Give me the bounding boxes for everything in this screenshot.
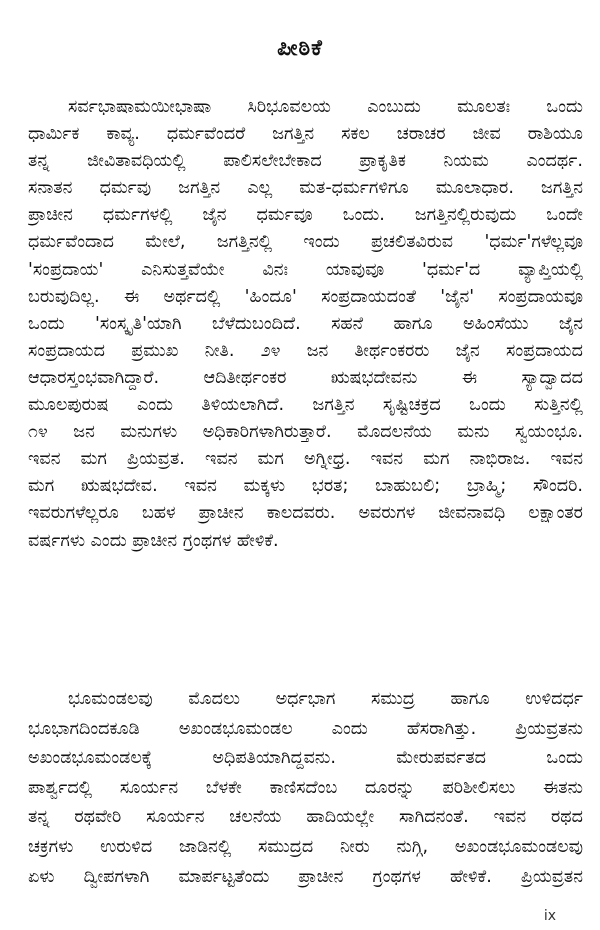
text-line: ಬರುವುದಿಲ್ಲ. ಈ ಅರ್ಥದಲ್ಲಿ 'ಹಿಂದೂ' ಸಂಪ್ರದಾಯದಂತೆ 'ಜೈನ' ಸಂಪ್ರದಾಯವೂ xyxy=(28,286,583,307)
text-line: ಪ್ರಾಚೀನ ಧರ್ಮಗಳಲ್ಲಿ ಜೈನ ಧರ್ಮವೂ ಒಂದು. ಜಗತ್ತಿನಲ್ಲಿರುವುದು ಒಂದೇ xyxy=(28,205,583,226)
text-line: ಸನಾತನ ಧರ್ಮವು ಜಗತ್ತಿನ ಎಲ್ಲ ಮತ-ಧರ್ಮಗಳಿಗೂ ಮೂಲಾಧಾರ. ಜಗತ್ತಿನ xyxy=(28,178,583,199)
text-line: ಒಂದು 'ಸಂಸ್ಕೃತಿ'ಯಾಗಿ ಬೆಳೆದುಬಂದಿದೆ. ಸಹನೆ ಹಾಗೂ ಅಹಿಂಸೆಯು ಜೈನ xyxy=(28,313,583,334)
text-line: ಸಂಪ್ರದಾಯದ ಪ್ರಮುಖ ನೀತಿ. ೨೪ ಜನ ತೀರ್ಥಂಕರರು ಜೈನ ಸಂಪ್ರದಾಯದ xyxy=(28,340,583,361)
text-line: ವರ್ಷಗಳು ಎಂದು ಪ್ರಾಚೀನ ಗ್ರಂಥಗಳ ಹೇಳಿಕೆ. xyxy=(28,530,279,551)
text-line: ಆಧಾರಸ್ತಂಭವಾಗಿದ್ದಾರೆ. ಆದಿತೀರ್ಥಂಕರ ಋಷಭದೇವನು ಈ ಸ್ಯಾದ್ವಾದದ xyxy=(28,367,583,388)
text-line: ಪಾರ್ಶ್ವದಲ್ಲಿ ಸೂರ್ಯನ ಬೆಳಕೇ ಕಾಣಿಸದೆಂಬ ದೂರನ್ನು ಪರಿಶೀಲಿಸಲು ಈತನು xyxy=(28,777,583,798)
text-line: ಧರ್ಮವೆಂದಾದ ಮೇಲೆ, ಜಗತ್ತಿನಲ್ಲಿ ಇಂದು ಪ್ರಚಲಿತವಿರುವ 'ಧರ್ಮ'ಗಳೆಲ್ಲವೂ xyxy=(28,232,583,253)
text-line: ಇವರುಗಳೆಲ್ಲರೂ ಬಹಳ ಪ್ರಾಚೀನ ಕಾಲದವರು. ಅವರುಗಳ ಜೀವನಾವಧಿ ಲಕ್ಷಾಂತರ xyxy=(28,503,583,524)
page-title: ಪೀಠಿಕೆ xyxy=(277,36,323,61)
text-line: ಚಕ್ರಗಳು ಉರುಳಿದ ಜಾಡಿನಲ್ಲಿ ಸಮುದ್ರದ ನೀರು ನುಗ್ಗಿ, ಅಖಂಡಭೂಮಂಡಲವು xyxy=(28,836,583,857)
text-line: ಇವನ ಮಗ ಪ್ರಿಯವ್ರತ. ಇವನ ಮಗ ಅಗ್ನೀಧ್ರ. ಇವನ ಮಗ ನಾಭಿರಾಜ. ಇವನ xyxy=(28,449,583,470)
text-line: ಭೂಮಂಡಲವು ಮೊದಲು ಅರ್ಧಭಾಗ ಸಮುದ್ರ ಹಾಗೂ ಉಳಿದರ್ಧ xyxy=(68,689,583,709)
text-line: ೧೪ ಜನ ಮನುಗಳು ಅಧಿಕಾರಿಗಳಾಗಿರುತ್ತಾರೆ. ಮೊದಲನೆಯ ಮನು ಸ್ವಯಂಭೂ. xyxy=(28,422,583,443)
paragraph-1 xyxy=(28,94,583,555)
page-number: ix xyxy=(543,908,556,924)
text-line: ಧಾರ್ಮಿಕ ಕಾವ್ಯ. ಧರ್ಮವೆಂದರೆ ಜಗತ್ತಿನ ಸಕಲ ಚರಾಚರ ಜೀವ ರಾಶಿಯೂ xyxy=(28,124,583,145)
paragraph-2 xyxy=(28,685,583,892)
text-line: ಸರ್ವಭಾಷಾಮಯೀಭಾಷಾ ಸಿರಿಭೂವಲಯ ಎಂಬುದು ಮೂಲತಃ ಒಂದು xyxy=(68,97,583,117)
text-line: 'ಸಂಪ್ರದಾಯ' ಎನಿಸುತ್ತವೆಯೇ ವಿನಃ ಯಾವುವೂ 'ಧರ್ಮ'ದ ವ್ಯಾಪ್ತಿಯಲ್ಲಿ xyxy=(28,259,583,280)
text-line: ಏಳು ದ್ವೀಪಗಳಾಗಿ ಮಾರ್ಪಟ್ಟತೆಂದು ಪ್ರಾಚೀನ ಗ್ರಂಥಗಳ ಹೇಳಿಕೆ. ಪ್ರಿಯವ್ರತನ xyxy=(28,866,583,887)
text-line: ತನ್ನ ರಥವೇರಿ ಸೂರ್ಯನ ಚಲನೆಯ ಹಾದಿಯಲ್ಲೇ ಸಾಗಿದನಂತೆ. ಇವನ ರಥದ xyxy=(28,807,583,828)
text-line: ಅಖಂಡಭೂಮಂಡಲಕ್ಕೆ ಅಧಿಪತಿಯಾಗಿದ್ದವನು. ಮೇರುಪರ್ವತದ ಒಂದು xyxy=(28,748,583,769)
text-line: ಮಗ ಋಷಭದೇವ. ಇವನ ಮಕ್ಕಳು ಭರತ; ಬಾಹುಬಲಿ; ಬ್ರಾಹ್ಮಿ; ಸೌಂದರಿ. xyxy=(28,476,583,497)
text-line: ಭೂಭಾಗದಿಂದಕೂಡಿ ಅಖಂಡಭೂಮಂಡಲ ಎಂದು ಹೆಸರಾಗಿತ್ತು. ಪ್ರಿಯವ್ರತನು xyxy=(28,718,583,739)
text-line: ತನ್ನ ಜೀವಿತಾವಧಿಯಲ್ಲಿ ಪಾಲಿಸಲೇಬೇಕಾದ ಪ್ರಾಕೃತಿಕ ನಿಯಮ ಎಂದರ್ಥ. xyxy=(28,151,583,172)
text-line: ಮೂಲಪುರುಷ ಎಂದು ತಿಳಿಯಲಾಗಿದೆ. ಜಗತ್ತಿನ ಸೃಷ್ಟಿಚಕ್ರದ ಒಂದು ಸುತ್ತಿನಲ್ಲಿ xyxy=(28,395,583,416)
